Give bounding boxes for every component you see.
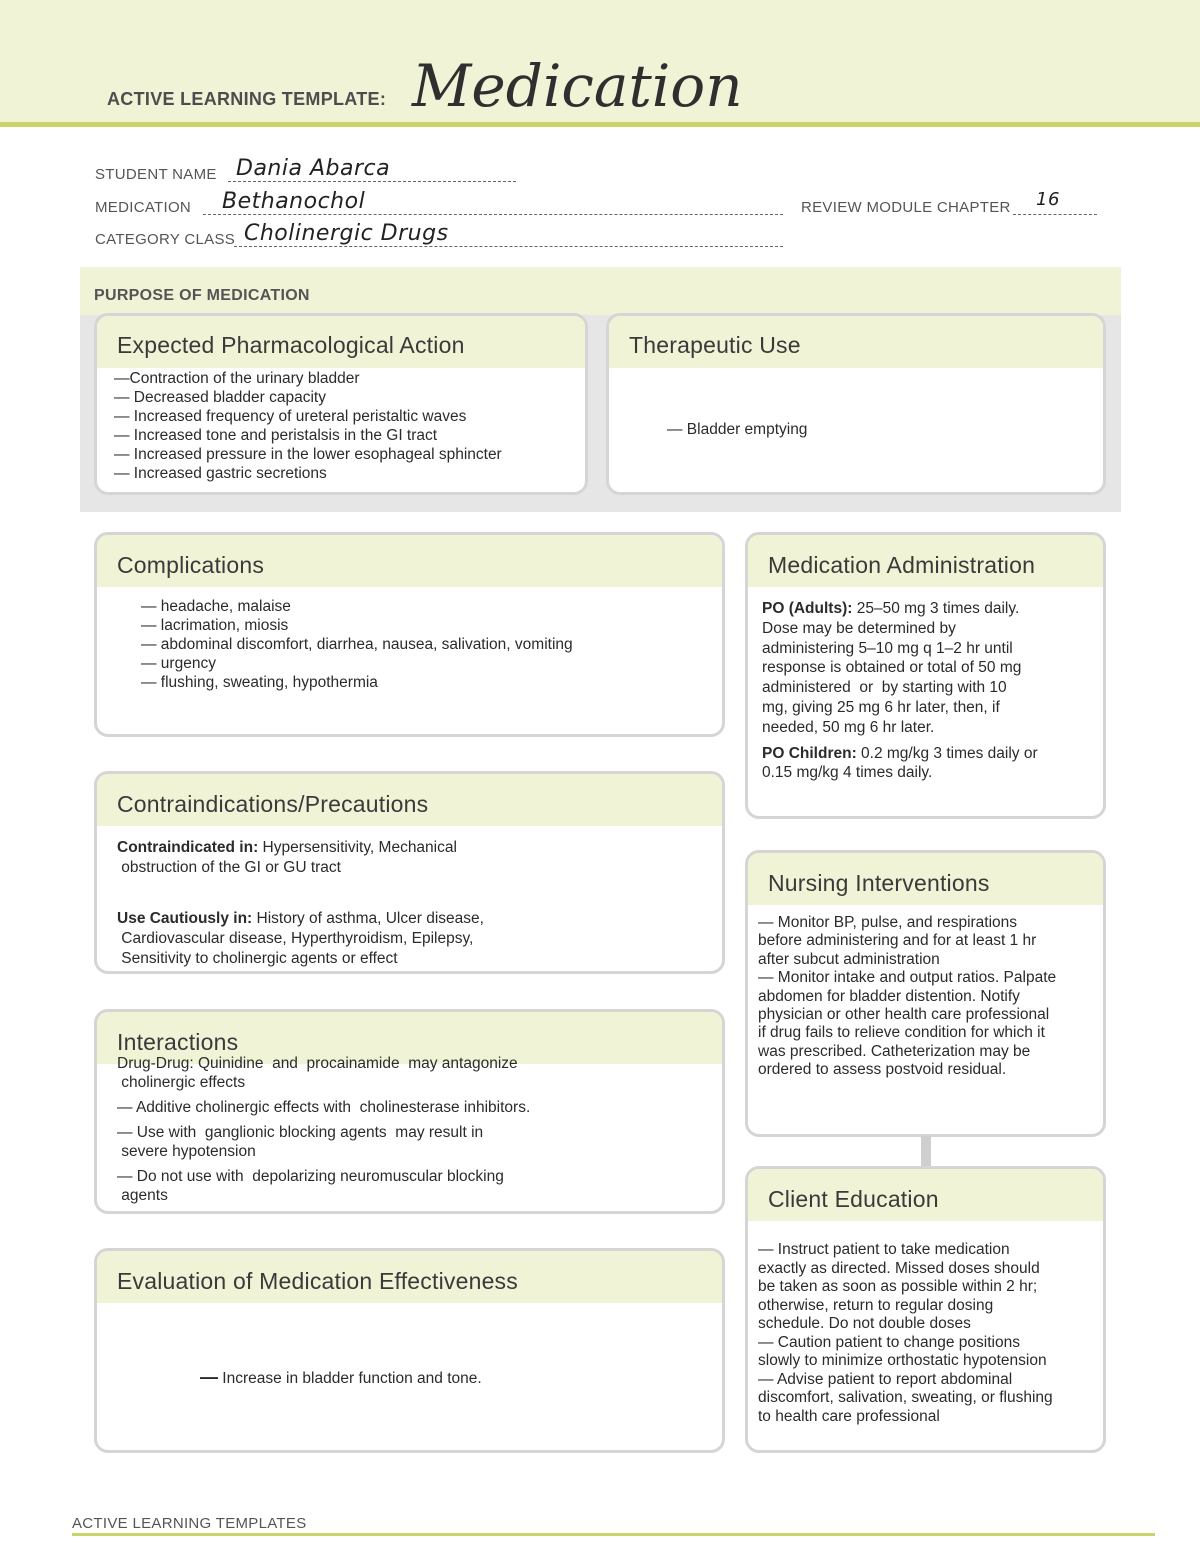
child-dose-label: PO Children: xyxy=(762,744,857,762)
student-name-value: Dania Abarca xyxy=(236,156,391,181)
client-education-title: Client Education xyxy=(768,1186,939,1212)
education-item: schedule. Do not double doses xyxy=(758,1315,971,1332)
contraindications-title: Contraindications/Precautions xyxy=(117,791,429,817)
education-item: exactly as directed. Missed doses should xyxy=(758,1259,1040,1277)
expected-action-item: — Increased pressure in the lower esophageal sphincter xyxy=(114,446,502,463)
nursing-item: ordered to assess postvoid residual. xyxy=(758,1061,1007,1079)
caution-text: History of asthma, Ulcer disease, xyxy=(252,910,484,927)
contraindicated-text: Hypersensitivity, Mechanical xyxy=(258,839,457,856)
adult-dose-text: 25–50 mg 3 times daily. xyxy=(852,600,1020,617)
expected-action-item: — Decreased bladder capacity xyxy=(114,389,326,406)
nursing-item: — Monitor BP, pulse, and respirations xyxy=(758,914,1018,931)
adult-dose-text: mg, giving 25 mg 6 hr later, then, if xyxy=(762,698,1000,716)
nursing-item: before administering and for at least 1 hr xyxy=(758,932,1037,950)
expected-action-header xyxy=(97,316,585,368)
nursing-item: was prescribed. Catheterization may be xyxy=(758,1042,1031,1060)
chapter-label: REVIEW MODULE CHAPTER xyxy=(801,199,1011,216)
interaction-item: cholinergic effects xyxy=(117,1074,246,1091)
page-title: Medication xyxy=(412,52,743,120)
medication-value: Bethanochol xyxy=(222,189,366,214)
adult-dose-text: response is obtained or total of 50 mg xyxy=(762,659,1022,677)
therapeutic-use-body[interactable] xyxy=(667,420,807,439)
contraindications-card xyxy=(94,771,725,974)
nursing-card xyxy=(745,850,1106,1137)
caution-text: Cardiovascular disease, Hyperthyroidism, Epilepsy, xyxy=(117,930,474,947)
complications-body[interactable] xyxy=(141,597,573,692)
medication-label: MEDICATION xyxy=(95,199,192,216)
student-name-label: STUDENT NAME xyxy=(95,166,217,183)
contraindicated-label: Contraindicated in: xyxy=(117,839,259,856)
evaluation-card xyxy=(94,1248,725,1453)
interactions-card xyxy=(94,1009,725,1214)
client-education-header xyxy=(748,1169,1103,1221)
education-item: — Instruct patient to take medication xyxy=(758,1241,1010,1258)
nursing-item: if drug fails to relieve condition for which it xyxy=(758,1024,1045,1042)
therapeutic-use-card xyxy=(606,313,1106,495)
complication-item: — flushing, sweating, hypothermia xyxy=(141,674,378,691)
evaluation-text: Increase in bladder function and tone. xyxy=(218,1370,482,1387)
header-rule xyxy=(0,122,1200,127)
education-item: — Caution patient to change positions xyxy=(758,1333,1020,1351)
evaluation-header xyxy=(97,1251,722,1303)
child-dose-text: 0.2 mg/kg 3 times daily or xyxy=(856,744,1038,762)
therapeutic-use-title: Therapeutic Use xyxy=(629,332,801,358)
contraindications-header xyxy=(97,774,722,826)
interaction-item: Drug-Drug: Quinidine and procainamide may antagonize xyxy=(117,1055,518,1072)
interaction-item: agents xyxy=(117,1187,168,1204)
caution-text: Sensitivity to cholinergic agents or effect xyxy=(117,950,398,967)
complication-item: — abdominal discomfort, diarrhea, nausea, salivation, vomiting xyxy=(141,636,573,653)
expected-action-item: — Increased frequency of ureteral peristaltic waves xyxy=(114,408,467,425)
therapeutic-use-header xyxy=(609,316,1103,368)
nursing-item: physician or other health care professional xyxy=(758,1006,1050,1024)
child-dose-text: 0.15 mg/kg 4 times daily. xyxy=(762,764,933,782)
administration-header xyxy=(748,535,1103,587)
complication-item: — lacrimation, miosis xyxy=(141,617,289,634)
education-item: to health care professional xyxy=(758,1407,940,1425)
complication-item: — urgency xyxy=(141,655,216,672)
expected-action-item: —Contraction of the urinary bladder xyxy=(114,370,360,387)
evaluation-body[interactable] xyxy=(200,1368,482,1388)
interactions-title: Interactions xyxy=(117,1029,239,1055)
category-label: CATEGORY CLASS xyxy=(95,231,236,248)
evaluation-title: Evaluation of Medication Effectiveness xyxy=(117,1268,518,1294)
expected-action-item: — Increased tone and peristalsis in the GI tract xyxy=(114,427,438,444)
adult-dose-text: administered or by starting with 10 xyxy=(762,679,1007,697)
education-item: discomfort, salivation, sweating, or flushing xyxy=(758,1389,1053,1406)
adult-dose-text: administering 5–10 mg q 1–2 hr until xyxy=(762,639,1013,657)
category-value: Cholinergic Drugs xyxy=(244,221,449,246)
administration-card xyxy=(745,532,1106,819)
nursing-title: Nursing Interventions xyxy=(768,870,990,896)
template-prefix: ACTIVE LEARNING TEMPLATE: xyxy=(107,89,387,109)
nursing-item: after subcut administration xyxy=(758,950,940,968)
complications-title: Complications xyxy=(117,552,265,578)
nursing-item: abdomen for bladder distention. Notify xyxy=(758,987,1020,1005)
contraindicated-text: obstruction of the GI or GU tract xyxy=(117,859,341,876)
complications-header xyxy=(97,535,722,587)
contraindications-body[interactable] xyxy=(117,838,484,969)
evaluation-dash: — xyxy=(200,1367,218,1387)
purpose-title: PURPOSE OF MEDICATION xyxy=(94,287,310,304)
expected-action-card xyxy=(94,313,588,495)
administration-body[interactable] xyxy=(762,599,1038,783)
interaction-item: — Use with ganglionic blocking agents may result in xyxy=(117,1124,484,1141)
interaction-item: severe hypotension xyxy=(117,1143,256,1160)
adult-dose-text: Dose may be determined by xyxy=(762,619,956,637)
footer-rule xyxy=(72,1533,1155,1536)
expected-action-body[interactable] xyxy=(114,369,502,483)
nursing-header xyxy=(748,853,1103,905)
expected-action-item: — Increased gastric secretions xyxy=(114,465,327,482)
client-education-body[interactable] xyxy=(758,1241,1053,1426)
complication-item: — headache, malaise xyxy=(141,598,291,615)
education-item: be taken as soon as possible within 2 hr; xyxy=(758,1278,1038,1295)
administration-title: Medication Administration xyxy=(768,552,1036,578)
adult-dose-text: needed, 50 mg 6 hr later. xyxy=(762,718,935,736)
interaction-item: — Additive cholinergic effects with cholinesterase inhibitors. xyxy=(117,1099,531,1116)
section-connector xyxy=(921,1136,931,1166)
adult-dose-label: PO (Adults): xyxy=(762,600,853,617)
therapeutic-use-item: — Bladder emptying xyxy=(667,421,808,438)
caution-label: Use Cautiously in: xyxy=(117,910,253,927)
education-item: otherwise, return to regular dosing xyxy=(758,1296,994,1314)
interactions-body[interactable] xyxy=(117,1054,530,1205)
nursing-item: — Monitor intake and output ratios. Palpate xyxy=(758,969,1057,987)
chapter-value: 16 xyxy=(1036,189,1060,210)
nursing-body[interactable] xyxy=(758,914,1056,1080)
client-education-card xyxy=(745,1166,1106,1453)
education-item: slowly to minimize orthostatic hypotension xyxy=(758,1352,1047,1369)
complications-card xyxy=(94,532,725,737)
footer-label: ACTIVE LEARNING TEMPLATES xyxy=(72,1515,307,1532)
expected-action-title: Expected Pharmacological Action xyxy=(117,332,465,358)
education-item: — Advise patient to report abdominal xyxy=(758,1370,1013,1388)
interaction-item: — Do not use with depolarizing neuromuscular blocking xyxy=(117,1168,504,1185)
